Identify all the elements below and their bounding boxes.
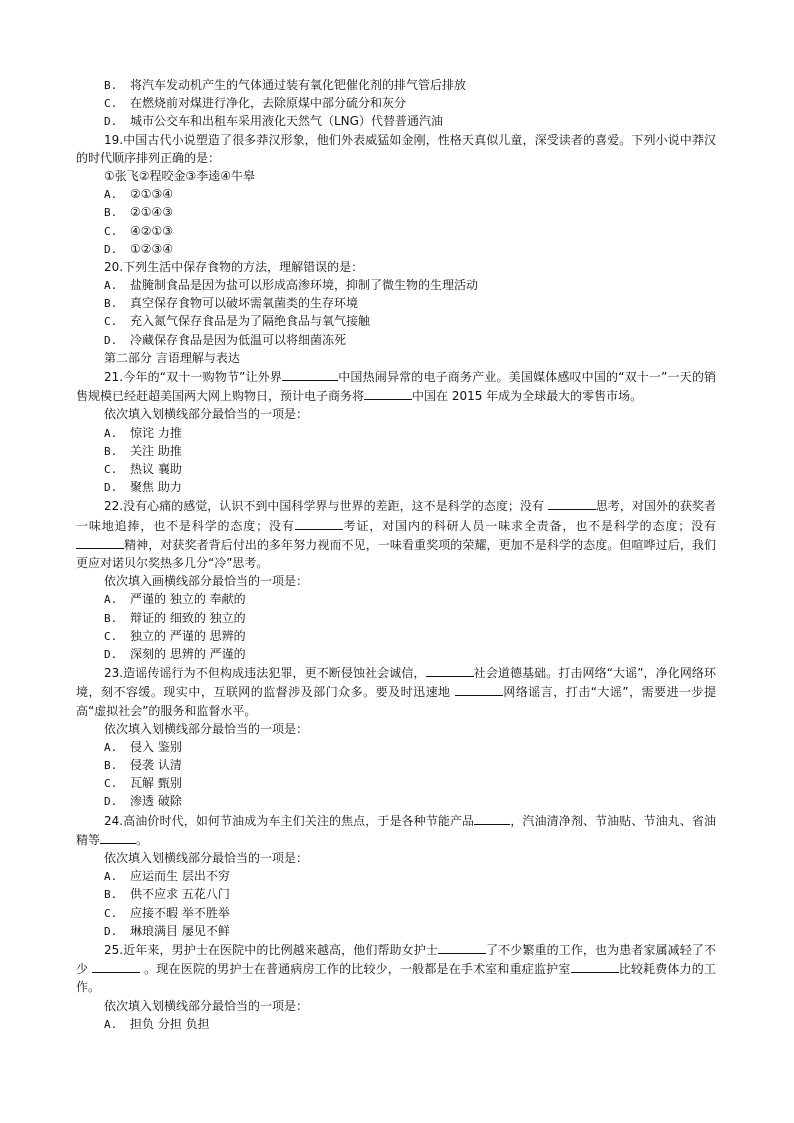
option-text: 将汽车发动机产生的气体通过装有氧化钯催化剂的排气管后排放 [130, 78, 467, 92]
stem-text: 网络谣言，打击“大谣”，需要进一步提高“虚拟社会”的服务和监督水平。 [76, 685, 716, 718]
option-label: C. [104, 463, 118, 476]
option-line [76, 460, 716, 478]
option-text: 深刻的 思辨的 严谨的 [130, 646, 246, 661]
answer-blank [474, 811, 510, 825]
stem-text: 思考，对国外的获奖者一味地追捧，也不是科学的态度；没有 [76, 499, 716, 533]
question-prompt: 依次填入划横线部分最恰当的一项是： [104, 721, 309, 736]
option-label: C. [104, 629, 118, 643]
stem-text: 22.没有心痛的感觉，认识不到中国科学界与世界的差距，这不是科学的态度；没有 [104, 499, 548, 514]
answer-blank [92, 959, 140, 973]
question-stem [76, 367, 716, 405]
option-label: D. [104, 795, 118, 809]
option-text: 独立的 严谨的 思辨的 [130, 628, 246, 643]
option-label: A. [104, 279, 118, 293]
option-label: C. [104, 224, 118, 238]
option-label: B. [104, 444, 118, 458]
option-text: ④②①③ [130, 223, 174, 238]
option-line [76, 590, 716, 608]
stem-text: 比较耗费体力的工作。 [76, 962, 716, 995]
option-text: 渗透 破除 [130, 794, 182, 809]
option-text: 琳琅满目 屡见不鲜 [130, 923, 230, 938]
option-line [76, 904, 716, 922]
option-text: 辩证的 细致的 独立的 [130, 610, 246, 625]
option-line [76, 885, 716, 903]
option-label: B. [104, 611, 118, 625]
option-label: C. [104, 906, 118, 920]
option-label: A. [104, 740, 118, 754]
option-label: B. [104, 759, 118, 773]
option-label: B. [104, 79, 118, 92]
option-line [76, 756, 716, 774]
option-label: B. [104, 888, 118, 902]
stem-text: 24.高油价时代，如何节油成为车主们关注的焦点，于是各种节能产品 [104, 813, 475, 828]
question-stem [76, 496, 716, 572]
option-text: 充入氮气保存食品是为了隔绝食品与氧气接触 [130, 314, 371, 329]
option-label: C. [104, 97, 118, 111]
option-label: B. [104, 297, 118, 311]
stem-text: 社会道德基础。打击网络“大谣”，净化网络环境，刻不容缓。现实中，互联网的监督涉及部门众多。要及时迅速地 [76, 666, 716, 700]
question-stem [76, 940, 716, 997]
option-text: 聚焦 助力 [130, 480, 182, 495]
option-label: C. [104, 315, 118, 329]
answer-blank [76, 535, 124, 549]
option-line [76, 442, 716, 460]
answer-blank [548, 496, 596, 510]
option-line [76, 867, 716, 885]
option-text: 真空保存食物可以破坏需氧菌类的生存环境 [130, 296, 359, 311]
stem-text: 23.造谣传谣行为不但构成违法犯罪，更不断侵蚀社会诚信， [104, 666, 426, 681]
option-line [76, 203, 716, 221]
option-text: ②①④③ [130, 205, 174, 220]
option-label: A. [104, 593, 118, 607]
option-label: D. [104, 242, 118, 256]
answer-blank [438, 940, 486, 954]
option-label: A. [104, 1017, 118, 1031]
question-prompt: 依次填入划横线部分最恰当的一项是： [104, 998, 309, 1013]
option-text: 供不应求 五花八门 [130, 887, 230, 902]
option-line [76, 645, 716, 663]
option-text: 冷藏保存食品是因为低温可以将细菌冻死 [130, 332, 347, 347]
option-text: 严谨的 独立的 奉献的 [130, 592, 246, 607]
option-label: A. [104, 870, 118, 884]
option-text: 在燃烧前对煤进行净化，去除原煤中部分硫分和灰分 [130, 96, 407, 111]
answer-blank [571, 959, 619, 973]
option-text: ①②③④ [130, 241, 174, 256]
option-line [76, 609, 716, 627]
option-line [76, 185, 716, 203]
option-line [76, 1015, 716, 1033]
option-line [76, 424, 716, 442]
section-title: 第二部分 言语理解与表达 [104, 350, 240, 365]
option-label: B. [104, 206, 118, 220]
stem-text: ，汽油清净剂、节油贴、节油丸、省油精等 [76, 813, 716, 847]
answer-blank [426, 663, 474, 677]
question-prompt: 依次填入划横线部分最恰当的一项是： [104, 851, 309, 866]
option-text: 担负 分担 负担 [130, 1016, 210, 1031]
option-text: 侵入 鉴别 [130, 739, 182, 754]
option-line [76, 240, 716, 258]
question-prompt: 依次填入画横线部分最恰当的一项是： [104, 574, 309, 589]
option-label: D. [104, 333, 118, 347]
stem-text: 21.今年的“双十一购物节”让外界 [104, 370, 283, 385]
option-label: C. [104, 777, 118, 791]
option-line [76, 222, 716, 240]
answer-blank [295, 516, 343, 530]
option-text: ②①③④ [130, 187, 174, 202]
answer-blank [100, 830, 136, 844]
option-line [76, 478, 716, 496]
stem-text: 。 [136, 832, 149, 847]
stem-text: 精神，对获奖者背后付出的多年努力视而不见，一味看重奖项的荣耀，更加不是科学的态度。但喧哗过后，我们更应对诺贝尔奖热多几分“冷”思考。 [76, 537, 716, 570]
stem-text: 25.近年来，男护士在医院中的比例越来越高，他们帮助女护士 [104, 943, 438, 958]
option-line [76, 312, 716, 330]
option-line [76, 627, 716, 645]
option-line [76, 774, 716, 792]
option-text: 侵袭 认清 [130, 758, 182, 773]
option-text: 城市公交车和出租车采用液化天然气（LNG）代替普通汽油 [130, 114, 443, 129]
answer-blank [364, 386, 412, 400]
option-text: 盐腌制食品是因为盐可以形成高渗环境，抑制了微生物的生理活动 [130, 278, 479, 293]
option-line [76, 276, 716, 294]
question-stem: 19.中国古代小说塑造了很多莽汉形象，他们外表威猛如金刚，性格天真似儿童，深受读者的喜爱。下列小说中莽汉的时代顺序排列正确的是： [76, 132, 716, 165]
stem-text: 了不少繁重的工作，也为患者家属减轻了不少 [76, 943, 716, 977]
stem-text: 中国在 2015 年成为全球最大的零售市场。 [412, 389, 643, 404]
option-label: D. [104, 115, 118, 129]
stem-text: 。现在医院的男护士在普通病房工作的比较少，一般都是在手术室和重症监护室 [140, 962, 571, 977]
stem-text: 考证，对国内的科研人员一味求全责备，也不是科学的态度；没有 [342, 518, 716, 533]
option-label: D. [104, 647, 118, 661]
question-prompt: 依次填入划横线部分最恰当的一项是： [104, 407, 309, 422]
answer-blank [455, 682, 503, 696]
option-line [76, 792, 716, 810]
document-body [76, 76, 716, 1033]
question-items: ①张飞②程咬金③李逵④牛皋 [104, 168, 256, 183]
option-line [76, 922, 716, 940]
option-label: D. [104, 481, 118, 495]
option-label: A. [104, 188, 118, 202]
stem-text: 中国热闹异常的电子商务产业。美国媒体感叹中国的“双十一”一天的销售规模已经赶超美国两大网上购物日，预计电子商务将 [76, 370, 716, 404]
option-text: 惊诧 力推 [130, 425, 182, 440]
question-stem [76, 663, 716, 720]
option-line [76, 94, 716, 112]
option-label: D. [104, 924, 118, 938]
option-line [76, 294, 716, 312]
option-text: 应接不暇 举不胜举 [130, 905, 230, 920]
option-line [76, 112, 716, 130]
option-line [76, 331, 716, 349]
answer-blank [282, 367, 338, 381]
option-line [76, 76, 716, 94]
option-label: A. [104, 426, 118, 440]
question-stem [76, 811, 716, 849]
option-line [76, 738, 716, 756]
option-text: 瓦解 甄别 [130, 776, 182, 791]
question-stem: 20.下列生活中保存食物的方法，理解错误的是： [104, 259, 364, 274]
option-text: 应运而生 层出不穷 [130, 869, 230, 884]
option-text: 关注 助推 [130, 443, 182, 458]
option-text: 热议 襄助 [130, 462, 182, 476]
